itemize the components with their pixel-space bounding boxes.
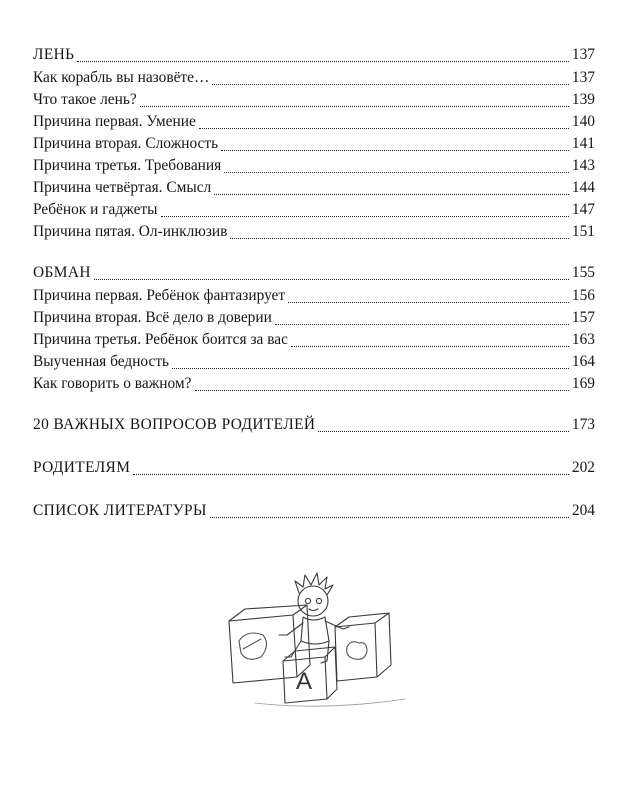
toc-entry-page: 137 bbox=[571, 46, 595, 63]
toc-entry[interactable] bbox=[33, 329, 595, 351]
leader-dots bbox=[195, 390, 569, 391]
toc-section-for-parents[interactable] bbox=[33, 457, 595, 479]
leader-dots bbox=[288, 302, 569, 303]
right-block bbox=[335, 613, 391, 681]
toc-entry-page: 140 bbox=[571, 113, 595, 130]
toc-entry-title: ОБМАН bbox=[33, 264, 91, 281]
toc-entry-title: СПИСОК ЛИТЕРАТУРЫ bbox=[33, 502, 207, 519]
toc-entry-title: Как говорить о важном? bbox=[33, 375, 192, 392]
toc-entry[interactable] bbox=[33, 221, 595, 243]
toc-entry[interactable] bbox=[33, 199, 595, 221]
toc-entry-title: Выученная бедность bbox=[33, 353, 170, 370]
toc-entry-page: 151 bbox=[571, 223, 595, 240]
leader-dots bbox=[199, 128, 569, 129]
toc-entry-page: 204 bbox=[571, 502, 595, 519]
leader-dots bbox=[212, 84, 569, 85]
leader-dots bbox=[318, 431, 568, 432]
toc-entry-page: 169 bbox=[571, 375, 595, 392]
toc-entry-title: Причина первая. Умение bbox=[33, 113, 196, 130]
toc-entry[interactable] bbox=[33, 307, 595, 329]
toc-entry-title: Причина вторая. Сложность bbox=[33, 135, 219, 152]
leader-dots bbox=[214, 194, 569, 195]
leader-dots bbox=[161, 216, 569, 217]
toc-section-lie[interactable] bbox=[33, 262, 595, 284]
toc-entry[interactable] bbox=[33, 111, 595, 133]
toc-section-parent-questions[interactable] bbox=[33, 414, 595, 436]
toc-entry-title: Причина пятая. Ол-инклюзив bbox=[33, 223, 228, 240]
toc-entry-page: 143 bbox=[571, 157, 595, 174]
toc-entry-page: 141 bbox=[571, 135, 595, 152]
toc-entry-page: 155 bbox=[571, 264, 595, 281]
toc-entry-title: Что такое лень? bbox=[33, 91, 137, 108]
toc-entry-page: 147 bbox=[571, 201, 595, 218]
toc-entry-title: РОДИТЕЛЯМ bbox=[33, 459, 131, 476]
leader-dots bbox=[172, 368, 569, 369]
toc-section-bibliography[interactable] bbox=[33, 500, 595, 522]
block-letter: А bbox=[296, 668, 313, 695]
leader-dots bbox=[275, 324, 569, 325]
toc-entry-title: ЛЕНЬ bbox=[33, 46, 75, 63]
toc-entry-page: 163 bbox=[571, 331, 595, 348]
leader-dots bbox=[77, 61, 569, 62]
toc-entry[interactable] bbox=[33, 89, 595, 111]
toc-entry-title: Причина первая. Ребёнок фантазирует bbox=[33, 287, 286, 304]
toc-entry[interactable] bbox=[33, 177, 595, 199]
toc-entry[interactable] bbox=[33, 133, 595, 155]
leader-dots bbox=[133, 474, 569, 475]
toc-entry[interactable] bbox=[33, 67, 595, 89]
toc-entry[interactable] bbox=[33, 285, 595, 307]
toc-entry-title: Как корабль вы назовёте… bbox=[33, 69, 210, 86]
toc-entry-title: Причина четвёртая. Смысл bbox=[33, 179, 212, 196]
toc-entry-page: 157 bbox=[571, 309, 595, 326]
toc-section-lazy[interactable] bbox=[33, 44, 595, 66]
toc-entry-page: 164 bbox=[571, 353, 595, 370]
toc-entry-page: 156 bbox=[571, 287, 595, 304]
ground-shadow bbox=[255, 699, 405, 706]
toc-entry-title: 20 ВАЖНЫХ ВОПРОСОВ РОДИТЕЛЕЙ bbox=[33, 416, 316, 433]
toc-entry[interactable] bbox=[33, 155, 595, 177]
leader-dots bbox=[210, 517, 569, 518]
leader-dots bbox=[221, 150, 569, 151]
leader-dots bbox=[230, 238, 569, 239]
toc-entry-title: Ребёнок и гаджеты bbox=[33, 201, 158, 218]
toc-entry-title: Причина третья. Требования bbox=[33, 157, 222, 174]
toc-entry-page: 139 bbox=[571, 91, 595, 108]
toc-entry-page: 144 bbox=[571, 179, 595, 196]
boy-on-alphabet-blocks-icon bbox=[215, 565, 425, 715]
leader-dots bbox=[140, 106, 569, 107]
toc-entry-title: Причина вторая. Всё дело в доверии bbox=[33, 309, 272, 326]
toc-entry-page: 173 bbox=[571, 416, 595, 433]
leader-dots bbox=[224, 172, 569, 173]
toc-entry[interactable] bbox=[33, 351, 595, 373]
toc-entry-title: Причина третья. Ребёнок боится за вас bbox=[33, 331, 288, 348]
toc-entry-page: 202 bbox=[571, 459, 595, 476]
toc-entry[interactable] bbox=[33, 373, 595, 395]
toc-entry-page: 137 bbox=[571, 69, 595, 86]
leader-dots bbox=[94, 279, 569, 280]
leader-dots bbox=[291, 346, 569, 347]
